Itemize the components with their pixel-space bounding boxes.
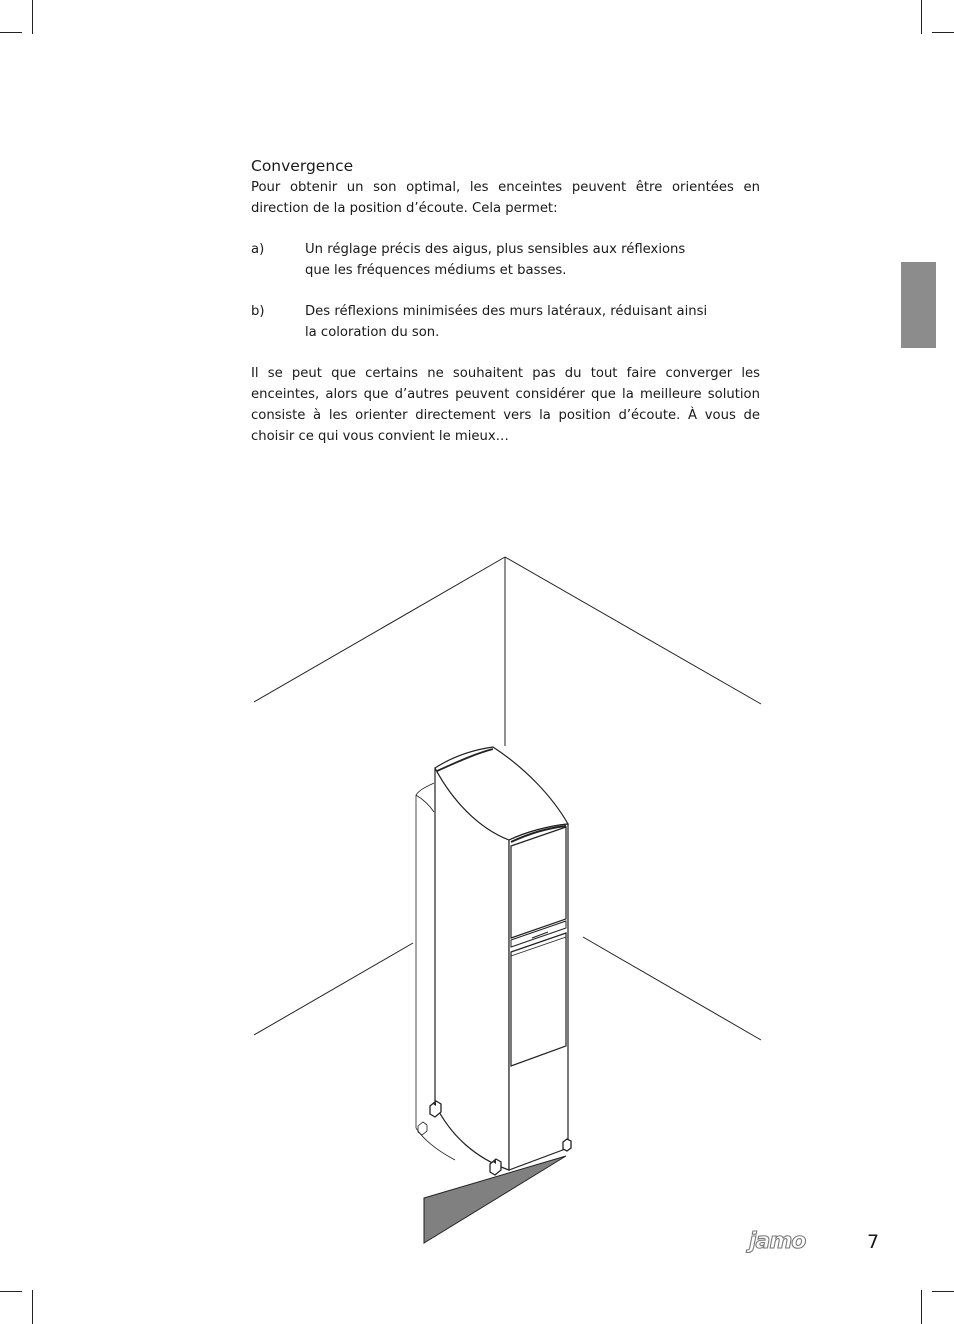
list-item-text: Des réflexions minimisées des murs latéraux, réduisant ainsi la coloration du son. <box>305 304 708 340</box>
floor-edge-line <box>583 937 761 1040</box>
crop-mark <box>0 32 22 33</box>
section-heading: Convergence <box>251 157 354 175</box>
speaker-feet <box>430 1101 571 1175</box>
list-item <box>251 239 760 281</box>
crop-mark <box>921 1290 922 1324</box>
list-item-text: Un réglage précis des aigus, plus sensibles aux réflexions que les fréquences médiums et basses. <box>305 242 686 278</box>
crop-mark <box>932 32 954 33</box>
speaker-details <box>437 749 566 1066</box>
jamo-logo: jamo <box>749 1229 806 1254</box>
language-tab <box>901 262 936 348</box>
page-number: 7 <box>867 1231 880 1253</box>
floor-wedge <box>424 1156 566 1243</box>
speaker-feet-shading <box>433 1102 496 1164</box>
wall-edge-line <box>505 557 761 704</box>
text-column <box>251 156 760 447</box>
crop-mark <box>32 0 33 34</box>
closing-paragraph: Il se peut que certains ne souhaitent pas du tout faire converger les enceintes, alors que d’autres peuvent considérer que la meilleure solution consiste à les orienter directement vers la position d’écoute. À vous de choisir ce qui vous convient le mieux… <box>251 366 760 444</box>
speaker-cabinet <box>435 747 568 1170</box>
crop-mark <box>32 1290 33 1324</box>
benefit-list <box>251 239 760 343</box>
crop-mark <box>921 0 922 34</box>
floor-edge-line <box>254 943 413 1035</box>
crop-mark <box>0 1291 22 1292</box>
list-marker: b) <box>251 304 265 319</box>
wall-edge-line <box>254 557 505 702</box>
list-marker: a) <box>251 242 265 257</box>
intro-paragraph: Pour obtenir un son optimal, les enceintes peuvent être orientées en direction de la position d’écoute. Cela permet: <box>251 180 760 216</box>
list-item <box>251 301 760 343</box>
crop-mark <box>932 1291 954 1292</box>
ghost-speaker-outline <box>416 783 455 1160</box>
